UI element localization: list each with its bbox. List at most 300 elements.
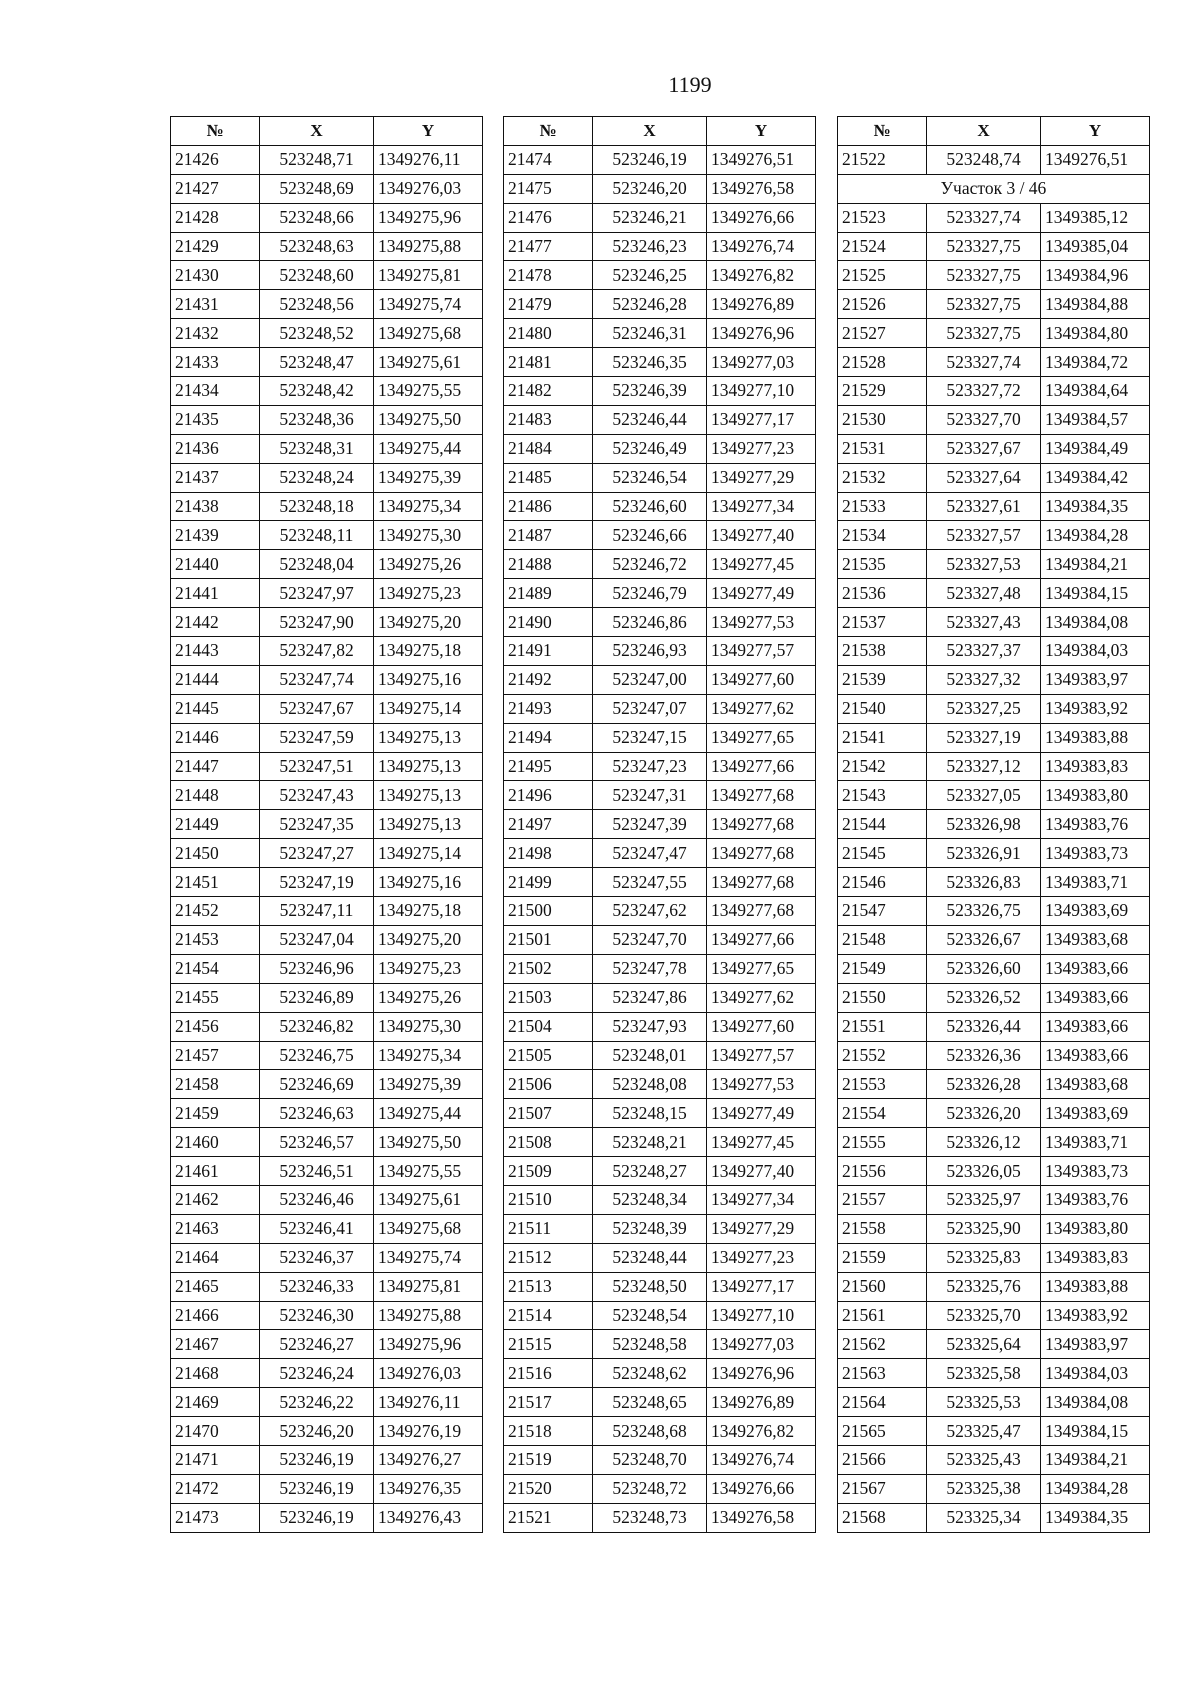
y-coordinate-cell: 1349277,10 <box>707 1301 816 1330</box>
table-row <box>838 463 1150 492</box>
x-coordinate-cell: 523246,82 <box>260 1012 374 1041</box>
table-header-row <box>838 117 1150 146</box>
table-row <box>504 1214 816 1243</box>
x-coordinate-cell: 523248,62 <box>593 1359 707 1388</box>
x-coordinate-cell: 523248,68 <box>593 1417 707 1446</box>
point-number-cell: 21525 <box>838 261 927 290</box>
point-number-cell: 21482 <box>504 377 593 406</box>
y-coordinate-cell: 1349277,65 <box>707 723 816 752</box>
point-number-cell: 21479 <box>504 290 593 319</box>
table-row <box>838 897 1150 926</box>
header-number: № <box>838 117 927 146</box>
header-x: X <box>260 117 374 146</box>
y-coordinate-cell: 1349384,57 <box>1041 405 1150 434</box>
y-coordinate-cell: 1349277,68 <box>707 839 816 868</box>
table-row <box>504 608 816 637</box>
y-coordinate-cell: 1349383,80 <box>1041 1214 1150 1243</box>
point-number-cell: 21507 <box>504 1099 593 1128</box>
point-number-cell: 21498 <box>504 839 593 868</box>
point-number-cell: 21511 <box>504 1214 593 1243</box>
table-row <box>504 1301 816 1330</box>
x-coordinate-cell: 523248,27 <box>593 1157 707 1186</box>
point-number-cell: 21518 <box>504 1417 593 1446</box>
y-coordinate-cell: 1349276,66 <box>707 1474 816 1503</box>
x-coordinate-cell: 523248,74 <box>927 145 1041 174</box>
y-coordinate-cell: 1349275,34 <box>374 492 483 521</box>
x-coordinate-cell: 523246,54 <box>593 463 707 492</box>
point-number-cell: 21446 <box>171 723 260 752</box>
point-number-cell: 21490 <box>504 608 593 637</box>
table-row <box>171 723 483 752</box>
y-coordinate-cell: 1349275,16 <box>374 868 483 897</box>
table-row <box>504 290 816 319</box>
y-coordinate-cell: 1349277,17 <box>707 405 816 434</box>
point-number-cell: 21444 <box>171 665 260 694</box>
table-row <box>838 868 1150 897</box>
point-number-cell: 21441 <box>171 579 260 608</box>
point-number-cell: 21513 <box>504 1272 593 1301</box>
x-coordinate-cell: 523327,61 <box>927 492 1041 521</box>
x-coordinate-cell: 523326,83 <box>927 868 1041 897</box>
point-number-cell: 21455 <box>171 983 260 1012</box>
table-row <box>838 1503 1150 1532</box>
point-number-cell: 21542 <box>838 752 927 781</box>
y-coordinate-cell: 1349384,28 <box>1041 1474 1150 1503</box>
y-coordinate-cell: 1349277,45 <box>707 1128 816 1157</box>
table-header-row <box>504 117 816 146</box>
table-row <box>504 1272 816 1301</box>
x-coordinate-cell: 523246,19 <box>260 1445 374 1474</box>
point-number-cell: 21442 <box>171 608 260 637</box>
point-number-cell: 21556 <box>838 1157 927 1186</box>
x-coordinate-cell: 523248,60 <box>260 261 374 290</box>
point-number-cell: 21538 <box>838 637 927 666</box>
x-coordinate-cell: 523247,11 <box>260 897 374 926</box>
table-row <box>504 434 816 463</box>
x-coordinate-cell: 523326,91 <box>927 839 1041 868</box>
header-y: Y <box>1041 117 1150 146</box>
y-coordinate-cell: 1349275,18 <box>374 897 483 926</box>
table-row <box>504 1503 816 1532</box>
x-coordinate-cell: 523327,74 <box>927 203 1041 232</box>
header-x: X <box>927 117 1041 146</box>
table-row <box>838 1157 1150 1186</box>
x-coordinate-cell: 523248,15 <box>593 1099 707 1128</box>
point-number-cell: 21548 <box>838 925 927 954</box>
x-coordinate-cell: 523248,36 <box>260 405 374 434</box>
y-coordinate-cell: 1349384,35 <box>1041 1503 1150 1532</box>
table-row <box>838 1012 1150 1041</box>
point-number-cell: 21449 <box>171 810 260 839</box>
y-coordinate-cell: 1349276,03 <box>374 1359 483 1388</box>
point-number-cell: 21478 <box>504 261 593 290</box>
table-row <box>171 1041 483 1070</box>
y-coordinate-cell: 1349276,58 <box>707 174 816 203</box>
y-coordinate-cell: 1349384,08 <box>1041 608 1150 637</box>
point-number-cell: 21473 <box>171 1503 260 1532</box>
point-number-cell: 21463 <box>171 1214 260 1243</box>
point-number-cell: 21436 <box>171 434 260 463</box>
y-coordinate-cell: 1349275,44 <box>374 434 483 463</box>
x-coordinate-cell: 523325,58 <box>927 1359 1041 1388</box>
x-coordinate-cell: 523247,86 <box>593 983 707 1012</box>
y-coordinate-cell: 1349276,82 <box>707 261 816 290</box>
y-coordinate-cell: 1349383,92 <box>1041 694 1150 723</box>
x-coordinate-cell: 523246,39 <box>593 377 707 406</box>
point-number-cell: 21547 <box>838 897 927 926</box>
point-number-cell: 21471 <box>171 1445 260 1474</box>
table-row <box>838 665 1150 694</box>
y-coordinate-cell: 1349275,13 <box>374 723 483 752</box>
table-row <box>838 1243 1150 1272</box>
table-row <box>171 608 483 637</box>
table-row <box>171 405 483 434</box>
point-number-cell: 21539 <box>838 665 927 694</box>
x-coordinate-cell: 523248,52 <box>260 319 374 348</box>
x-coordinate-cell: 523326,67 <box>927 925 1041 954</box>
y-coordinate-cell: 1349275,20 <box>374 925 483 954</box>
y-coordinate-cell: 1349383,80 <box>1041 781 1150 810</box>
x-coordinate-cell: 523246,60 <box>593 492 707 521</box>
y-coordinate-cell: 1349275,74 <box>374 290 483 319</box>
x-coordinate-cell: 523247,74 <box>260 665 374 694</box>
x-coordinate-cell: 523247,90 <box>260 608 374 637</box>
x-coordinate-cell: 523246,20 <box>260 1417 374 1446</box>
point-number-cell: 21461 <box>171 1157 260 1186</box>
table-row <box>171 1185 483 1214</box>
point-number-cell: 21447 <box>171 752 260 781</box>
x-coordinate-cell: 523246,66 <box>593 521 707 550</box>
y-coordinate-cell: 1349277,23 <box>707 1243 816 1272</box>
table-row <box>504 1185 816 1214</box>
table-row <box>504 694 816 723</box>
x-coordinate-cell: 523247,15 <box>593 723 707 752</box>
x-coordinate-cell: 523246,19 <box>593 145 707 174</box>
x-coordinate-cell: 523248,01 <box>593 1041 707 1070</box>
x-coordinate-cell: 523246,24 <box>260 1359 374 1388</box>
y-coordinate-cell: 1349384,64 <box>1041 377 1150 406</box>
table-row <box>838 925 1150 954</box>
point-number-cell: 21553 <box>838 1070 927 1099</box>
section-title: Участок 3 / 46 <box>838 174 1150 203</box>
x-coordinate-cell: 523327,74 <box>927 348 1041 377</box>
y-coordinate-cell: 1349276,89 <box>707 1388 816 1417</box>
x-coordinate-cell: 523325,76 <box>927 1272 1041 1301</box>
y-coordinate-cell: 1349384,08 <box>1041 1388 1150 1417</box>
point-number-cell: 21530 <box>838 405 927 434</box>
y-coordinate-cell: 1349383,68 <box>1041 1070 1150 1099</box>
y-coordinate-cell: 1349384,96 <box>1041 261 1150 290</box>
table-row <box>504 232 816 261</box>
y-coordinate-cell: 1349275,18 <box>374 637 483 666</box>
y-coordinate-cell: 1349276,74 <box>707 1445 816 1474</box>
x-coordinate-cell: 523325,97 <box>927 1185 1041 1214</box>
y-coordinate-cell: 1349275,96 <box>374 1330 483 1359</box>
point-number-cell: 21517 <box>504 1388 593 1417</box>
table-row <box>838 752 1150 781</box>
point-number-cell: 21475 <box>504 174 593 203</box>
table-row <box>171 810 483 839</box>
x-coordinate-cell: 523247,62 <box>593 897 707 926</box>
point-number-cell: 21550 <box>838 983 927 1012</box>
x-coordinate-cell: 523327,12 <box>927 752 1041 781</box>
point-number-cell: 21537 <box>838 608 927 637</box>
table-row <box>504 752 816 781</box>
point-number-cell: 21543 <box>838 781 927 810</box>
table-row <box>838 550 1150 579</box>
table-row <box>171 492 483 521</box>
x-coordinate-cell: 523326,36 <box>927 1041 1041 1070</box>
x-coordinate-cell: 523327,37 <box>927 637 1041 666</box>
y-coordinate-cell: 1349276,35 <box>374 1474 483 1503</box>
table-row <box>171 145 483 174</box>
x-coordinate-cell: 523327,64 <box>927 463 1041 492</box>
x-coordinate-cell: 523326,60 <box>927 954 1041 983</box>
point-number-cell: 21500 <box>504 897 593 926</box>
x-coordinate-cell: 523247,35 <box>260 810 374 839</box>
table-row <box>171 1359 483 1388</box>
point-number-cell: 21532 <box>838 463 927 492</box>
table-row <box>171 1388 483 1417</box>
y-coordinate-cell: 1349275,14 <box>374 839 483 868</box>
y-coordinate-cell: 1349277,66 <box>707 925 816 954</box>
point-number-cell: 21552 <box>838 1041 927 1070</box>
y-coordinate-cell: 1349275,50 <box>374 1128 483 1157</box>
table-row <box>838 1359 1150 1388</box>
table-row <box>838 1041 1150 1070</box>
table-row <box>171 1099 483 1128</box>
x-coordinate-cell: 523246,22 <box>260 1388 374 1417</box>
y-coordinate-cell: 1349277,49 <box>707 1099 816 1128</box>
point-number-cell: 21439 <box>171 521 260 550</box>
y-coordinate-cell: 1349277,68 <box>707 897 816 926</box>
point-number-cell: 21458 <box>171 1070 260 1099</box>
point-number-cell: 21468 <box>171 1359 260 1388</box>
x-coordinate-cell: 523326,98 <box>927 810 1041 839</box>
table-row <box>171 203 483 232</box>
x-coordinate-cell: 523327,67 <box>927 434 1041 463</box>
point-number-cell: 21426 <box>171 145 260 174</box>
y-coordinate-cell: 1349277,49 <box>707 579 816 608</box>
x-coordinate-cell: 523327,32 <box>927 665 1041 694</box>
x-coordinate-cell: 523246,21 <box>593 203 707 232</box>
x-coordinate-cell: 523247,47 <box>593 839 707 868</box>
y-coordinate-cell: 1349383,66 <box>1041 954 1150 983</box>
table-row <box>171 1243 483 1272</box>
table-row <box>504 1099 816 1128</box>
table-row <box>171 925 483 954</box>
table-row <box>838 1445 1150 1474</box>
coordinate-table-3 <box>837 116 1150 1533</box>
table-row <box>504 1157 816 1186</box>
point-number-cell: 21437 <box>171 463 260 492</box>
y-coordinate-cell: 1349275,39 <box>374 463 483 492</box>
point-number-cell: 21560 <box>838 1272 927 1301</box>
header-y: Y <box>707 117 816 146</box>
point-number-cell: 21489 <box>504 579 593 608</box>
table-row <box>171 839 483 868</box>
y-coordinate-cell: 1349276,43 <box>374 1503 483 1532</box>
point-number-cell: 21546 <box>838 868 927 897</box>
x-coordinate-cell: 523247,59 <box>260 723 374 752</box>
table-row <box>838 1070 1150 1099</box>
x-coordinate-cell: 523246,35 <box>593 348 707 377</box>
point-number-cell: 21561 <box>838 1301 927 1330</box>
y-coordinate-cell: 1349383,71 <box>1041 1128 1150 1157</box>
y-coordinate-cell: 1349276,27 <box>374 1445 483 1474</box>
x-coordinate-cell: 523246,30 <box>260 1301 374 1330</box>
y-coordinate-cell: 1349276,66 <box>707 203 816 232</box>
point-number-cell: 21531 <box>838 434 927 463</box>
y-coordinate-cell: 1349384,72 <box>1041 348 1150 377</box>
x-coordinate-cell: 523327,75 <box>927 319 1041 348</box>
table-row <box>504 550 816 579</box>
point-number-cell: 21467 <box>171 1330 260 1359</box>
point-number-cell: 21503 <box>504 983 593 1012</box>
y-coordinate-cell: 1349384,21 <box>1041 550 1150 579</box>
x-coordinate-cell: 523326,44 <box>927 1012 1041 1041</box>
x-coordinate-cell: 523248,54 <box>593 1301 707 1330</box>
x-coordinate-cell: 523325,64 <box>927 1330 1041 1359</box>
y-coordinate-cell: 1349275,20 <box>374 608 483 637</box>
table-row <box>171 579 483 608</box>
point-number-cell: 21567 <box>838 1474 927 1503</box>
coordinate-table-1 <box>170 116 483 1533</box>
y-coordinate-cell: 1349383,83 <box>1041 752 1150 781</box>
point-number-cell: 21527 <box>838 319 927 348</box>
table-row <box>838 290 1150 319</box>
x-coordinate-cell: 523325,38 <box>927 1474 1041 1503</box>
point-number-cell: 21524 <box>838 232 927 261</box>
point-number-cell: 21428 <box>171 203 260 232</box>
table-row <box>838 723 1150 752</box>
x-coordinate-cell: 523327,75 <box>927 290 1041 319</box>
point-number-cell: 21486 <box>504 492 593 521</box>
y-coordinate-cell: 1349277,40 <box>707 1157 816 1186</box>
point-number-cell: 21558 <box>838 1214 927 1243</box>
x-coordinate-cell: 523247,07 <box>593 694 707 723</box>
y-coordinate-cell: 1349275,39 <box>374 1070 483 1099</box>
table-row <box>171 348 483 377</box>
x-coordinate-cell: 523248,24 <box>260 463 374 492</box>
table-row <box>504 405 816 434</box>
y-coordinate-cell: 1349385,12 <box>1041 203 1150 232</box>
x-coordinate-cell: 523246,63 <box>260 1099 374 1128</box>
y-coordinate-cell: 1349277,34 <box>707 1185 816 1214</box>
point-number-cell: 21480 <box>504 319 593 348</box>
table-row <box>171 752 483 781</box>
point-number-cell: 21519 <box>504 1445 593 1474</box>
x-coordinate-cell: 523327,57 <box>927 521 1041 550</box>
y-coordinate-cell: 1349277,60 <box>707 1012 816 1041</box>
x-coordinate-cell: 523246,93 <box>593 637 707 666</box>
table-row <box>504 897 816 926</box>
point-number-cell: 21502 <box>504 954 593 983</box>
table-row <box>171 1128 483 1157</box>
y-coordinate-cell: 1349383,76 <box>1041 810 1150 839</box>
point-number-cell: 21465 <box>171 1272 260 1301</box>
y-coordinate-cell: 1349277,17 <box>707 1272 816 1301</box>
point-number-cell: 21564 <box>838 1388 927 1417</box>
point-number-cell: 21499 <box>504 868 593 897</box>
x-coordinate-cell: 523247,04 <box>260 925 374 954</box>
x-coordinate-cell: 523327,19 <box>927 723 1041 752</box>
x-coordinate-cell: 523325,34 <box>927 1503 1041 1532</box>
point-number-cell: 21536 <box>838 579 927 608</box>
page-number: 1199 <box>668 72 712 97</box>
x-coordinate-cell: 523246,79 <box>593 579 707 608</box>
table-row <box>504 521 816 550</box>
y-coordinate-cell: 1349384,03 <box>1041 637 1150 666</box>
y-coordinate-cell: 1349383,88 <box>1041 723 1150 752</box>
table-row <box>838 839 1150 868</box>
point-number-cell: 21521 <box>504 1503 593 1532</box>
table-row <box>171 983 483 1012</box>
point-number-cell: 21494 <box>504 723 593 752</box>
table-row <box>504 810 816 839</box>
x-coordinate-cell: 523326,12 <box>927 1128 1041 1157</box>
point-number-cell: 21472 <box>171 1474 260 1503</box>
y-coordinate-cell: 1349275,34 <box>374 1041 483 1070</box>
table-row <box>171 1474 483 1503</box>
x-coordinate-cell: 523246,37 <box>260 1243 374 1272</box>
table-row <box>504 1330 816 1359</box>
y-coordinate-cell: 1349275,13 <box>374 781 483 810</box>
table-row <box>838 781 1150 810</box>
point-number-cell: 21514 <box>504 1301 593 1330</box>
x-coordinate-cell: 523246,69 <box>260 1070 374 1099</box>
table-row <box>838 810 1150 839</box>
y-coordinate-cell: 1349383,66 <box>1041 983 1150 1012</box>
y-coordinate-cell: 1349275,50 <box>374 405 483 434</box>
point-number-cell: 21491 <box>504 637 593 666</box>
x-coordinate-cell: 523248,04 <box>260 550 374 579</box>
table-row <box>838 1099 1150 1128</box>
table-row <box>504 1012 816 1041</box>
x-coordinate-cell: 523248,56 <box>260 290 374 319</box>
header-x: X <box>593 117 707 146</box>
y-coordinate-cell: 1349276,74 <box>707 232 816 261</box>
table-row <box>171 781 483 810</box>
x-coordinate-cell: 523248,58 <box>593 1330 707 1359</box>
x-coordinate-cell: 523246,46 <box>260 1185 374 1214</box>
y-coordinate-cell: 1349276,11 <box>374 1388 483 1417</box>
point-number-cell: 21429 <box>171 232 260 261</box>
table-row <box>838 1185 1150 1214</box>
x-coordinate-cell: 523248,73 <box>593 1503 707 1532</box>
table-row <box>504 983 816 1012</box>
point-number-cell: 21568 <box>838 1503 927 1532</box>
point-number-cell: 21534 <box>838 521 927 550</box>
table-row <box>171 1012 483 1041</box>
x-coordinate-cell: 523327,70 <box>927 405 1041 434</box>
x-coordinate-cell: 523246,25 <box>593 261 707 290</box>
table-row <box>171 1157 483 1186</box>
y-coordinate-cell: 1349276,96 <box>707 1359 816 1388</box>
table-row <box>504 868 816 897</box>
y-coordinate-cell: 1349275,23 <box>374 579 483 608</box>
header-y: Y <box>374 117 483 146</box>
table-row <box>504 665 816 694</box>
x-coordinate-cell: 523327,75 <box>927 232 1041 261</box>
table-row <box>838 1128 1150 1157</box>
y-coordinate-cell: 1349384,15 <box>1041 579 1150 608</box>
point-number-cell: 21515 <box>504 1330 593 1359</box>
table-row <box>838 261 1150 290</box>
table-row <box>838 434 1150 463</box>
point-number-cell: 21496 <box>504 781 593 810</box>
table-row <box>504 1417 816 1446</box>
